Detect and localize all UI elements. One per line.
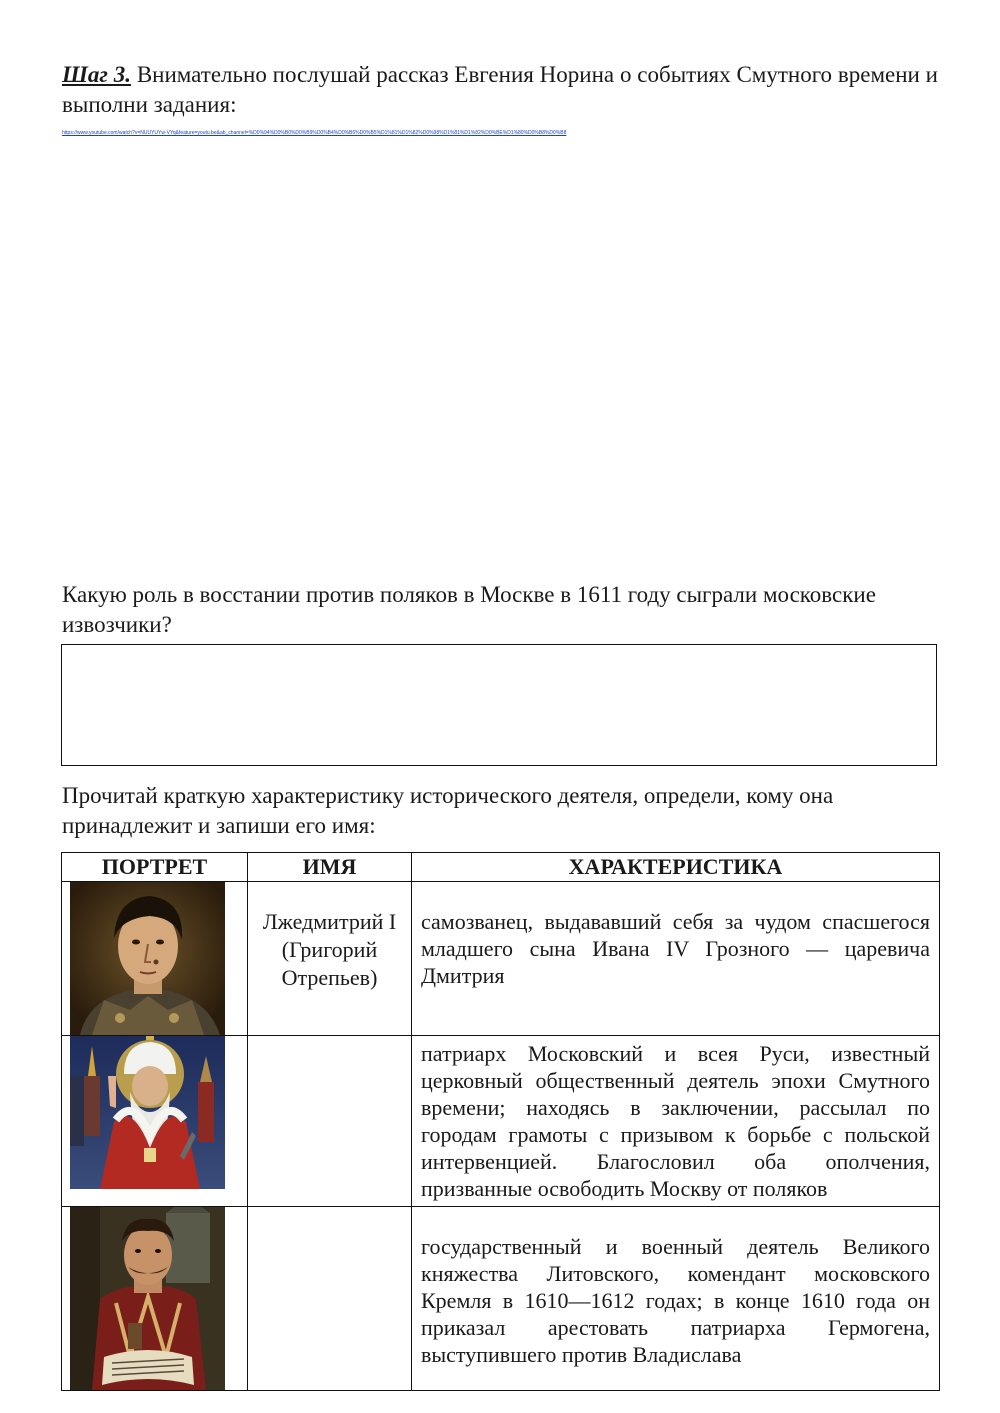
question-text: Какую роль в восстании против поляков в Москве в 1611 году сыграли московские извозчики?	[62, 582, 876, 637]
portrait-patriarch-hermogenes	[70, 1036, 225, 1189]
figure-name[interactable]	[248, 1036, 412, 1207]
table-row	[62, 882, 940, 1036]
step-text: Внимательно послушай рассказ Евгения Норина о событиях Смутного времени и выполни задания:	[62, 62, 938, 117]
portrait-cell	[62, 1036, 248, 1207]
video-link[interactable]: https://www.youtube.com/watch?v=NUUYUYw-VYq&feature=youtu.be&ab_channel=%D0%94%D0%B0%D0%B9%D0%B4%D0%B6%D0%B5%D1%81%D1%82%D0%98%D1%81%D1%82%D0%BE%D1%80%D0%B8%D0%B8	[62, 130, 567, 136]
table-row	[62, 1207, 940, 1391]
table-header-row	[62, 853, 940, 882]
figure-description: государственный и военный деятель Великого княжества Литовского, комендант московского Кремля в 1610—1612 годах; в конце 1610 года он приказал арестовать патриарха Гермогена, выступившего против Владислава	[412, 1207, 940, 1391]
header-portrait: ПОРТРЕТ	[62, 853, 248, 882]
portrait-gosiewski	[70, 1207, 225, 1390]
historical-figures-table	[61, 852, 940, 1391]
table-instruction: Прочитай краткую характеристику исторического деятеля, определи, кому она принадлежит и запиши его имя:	[62, 783, 834, 838]
portrait-cell	[62, 882, 248, 1036]
portrait-false-dmitry	[70, 882, 225, 1035]
figure-name[interactable]	[248, 1207, 412, 1391]
step-label: Шаг 3.	[62, 62, 131, 87]
figure-description: патриарх Московский и всея Руси, известный церковный общественный деятель эпохи Смутного времени; находясь в заключении, рассылал по городам грамоты с призывом к борьбе с польской интервенцией. Благословил оба ополчения, призванные освободить Москву от поляков	[412, 1036, 940, 1207]
figure-name[interactable]: Лжедмитрий I (Григорий Отрепьев)	[248, 882, 412, 1036]
figure-description: самозванец, выдававший себя за чудом спасшегося младшего сына Ивана IV Грозного — царевича Дмитрия	[412, 882, 940, 1036]
portrait-cell	[62, 1207, 248, 1391]
header-description: ХАРАКТЕРИСТИКА	[412, 853, 940, 882]
table-row	[62, 1036, 940, 1207]
header-name: ИМЯ	[248, 853, 412, 882]
answer-input[interactable]	[61, 644, 937, 766]
step-instructions	[62, 60, 938, 120]
